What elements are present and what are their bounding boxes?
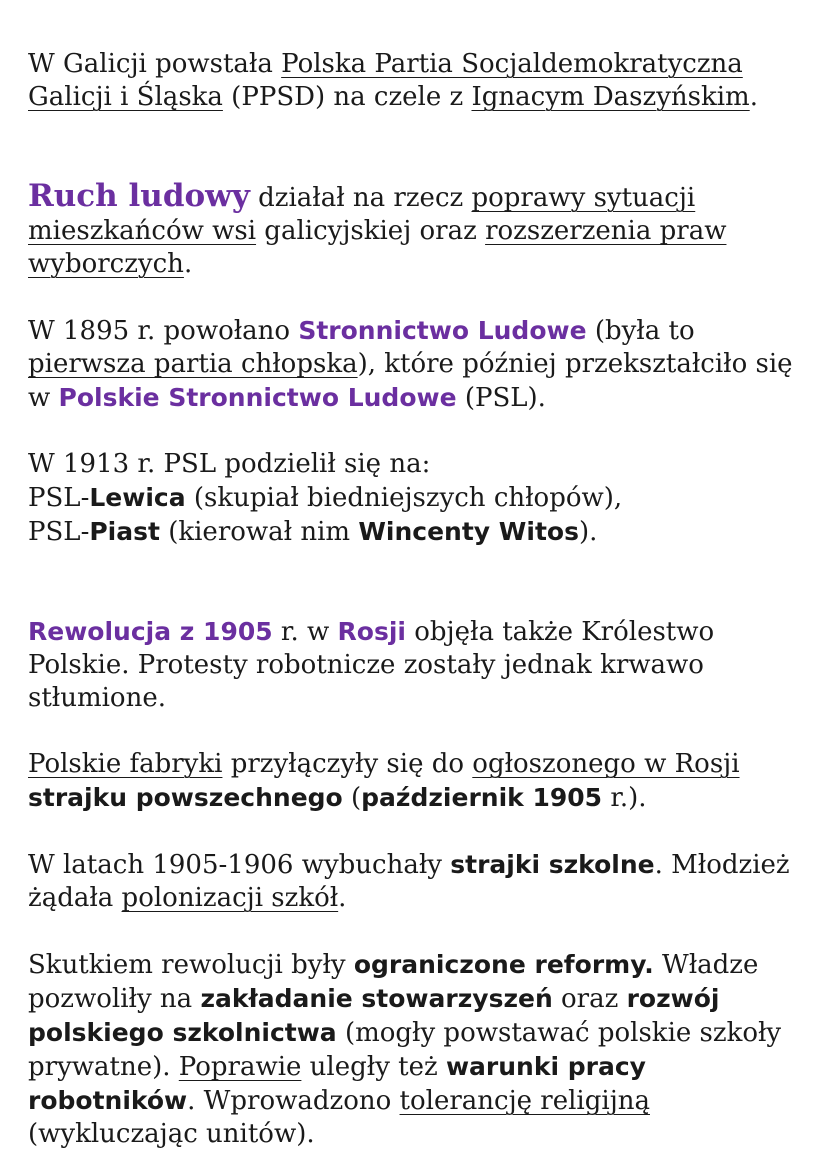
text: działał na rzecz bbox=[249, 183, 472, 213]
underlined-text: rozszerzenia praw wyborczych bbox=[28, 216, 727, 279]
underlined-text: polonizacji szkół bbox=[121, 883, 339, 913]
text: (skupiał biedniejszych chłopów), bbox=[185, 483, 623, 513]
section-heading: Ruch ludowy bbox=[28, 178, 250, 214]
highlighted-term: Polskie Stronnictwo Ludowe bbox=[58, 383, 457, 412]
text: W 1895 r. powołano bbox=[28, 316, 299, 346]
underlined-text: ogłoszonego w Rosji bbox=[472, 749, 740, 779]
bold-term: Lewica bbox=[89, 483, 186, 512]
paragraph-rewolucja bbox=[28, 615, 808, 715]
text: r. w bbox=[272, 617, 338, 647]
text: (mogły powstawać polskie szkoły prywatne). bbox=[28, 1018, 782, 1082]
text: (wykluczając unitów). bbox=[28, 1119, 315, 1149]
text: . bbox=[749, 82, 758, 112]
text: . bbox=[338, 883, 347, 913]
bold-term: warunki pracy robotników bbox=[28, 1052, 646, 1115]
paragraph-psl-split bbox=[28, 448, 808, 549]
text: PSL- bbox=[28, 517, 90, 547]
text: (była to bbox=[586, 316, 695, 346]
bold-term: strajku powszechnego bbox=[28, 783, 343, 812]
highlighted-term: Rewolucja z 1905 bbox=[28, 617, 273, 646]
text: Skutkiem rewolucji były bbox=[28, 950, 354, 980]
highlighted-term: Stronnictwo Ludowe bbox=[298, 316, 587, 345]
text: PSL- bbox=[28, 483, 90, 513]
text: objęła także Królestwo Polskie. Protesty robotnicze zostały jednak krwawo stłumione. bbox=[28, 617, 715, 713]
text: . Młodzież żądała bbox=[28, 850, 790, 913]
text: Władze pozwoliły na bbox=[28, 950, 759, 1014]
bold-term: ograniczone reformy. bbox=[353, 950, 654, 979]
text: galicyjskiej oraz bbox=[256, 216, 486, 246]
paragraph-ruch-ludowy bbox=[28, 180, 808, 281]
spacer bbox=[28, 415, 808, 448]
text: (PPSD) na czele z bbox=[222, 82, 472, 112]
highlighted-term: Rosji bbox=[337, 617, 406, 646]
underlined-text: Polskie fabryki bbox=[28, 749, 223, 779]
paragraph-strajk bbox=[28, 748, 808, 815]
text: ( bbox=[342, 783, 362, 813]
spacer bbox=[28, 549, 808, 615]
text: oraz bbox=[552, 984, 627, 1014]
bold-term: rozwój polskiego szkolnictwa bbox=[28, 984, 720, 1047]
spacer bbox=[28, 715, 808, 748]
text: uległy też bbox=[301, 1052, 446, 1082]
paragraph-skutki bbox=[28, 948, 808, 1151]
document-page bbox=[28, 48, 808, 1151]
text: W 1913 r. PSL podzielił się na: bbox=[28, 449, 431, 479]
text: . Wprowadzono bbox=[187, 1086, 400, 1116]
paragraph-stronnictwo-ludowe bbox=[28, 314, 808, 415]
text: W latach 1905-1906 wybuchały bbox=[28, 850, 451, 880]
text: r.). bbox=[602, 783, 647, 813]
text: (PSL). bbox=[456, 383, 546, 413]
bold-term: Piast bbox=[89, 517, 160, 546]
paragraph-strajki-szkolne bbox=[28, 848, 808, 915]
underlined-text: Polska Partia Socjaldemokratyczna Galicji i Śląska bbox=[28, 49, 743, 112]
text: ). bbox=[578, 517, 598, 547]
paragraph-ppsd bbox=[28, 48, 808, 114]
spacer bbox=[28, 915, 808, 948]
text: . bbox=[183, 249, 193, 279]
underlined-text: Poprawie bbox=[178, 1052, 302, 1082]
text: przyłączyły się do bbox=[222, 749, 473, 779]
text: W Galicji powstała bbox=[28, 49, 282, 79]
text: (kierował nim bbox=[159, 517, 359, 547]
underlined-text: poprawy sytuacji mieszkańców wsi bbox=[28, 183, 696, 246]
spacer bbox=[28, 815, 808, 848]
bold-term: Wincenty Witos bbox=[358, 517, 579, 546]
underlined-text: pierwsza partia chłopska bbox=[28, 349, 358, 379]
spacer bbox=[28, 114, 808, 180]
spacer bbox=[28, 281, 808, 314]
bold-term: zakładanie stowarzyszeń bbox=[200, 984, 553, 1013]
text: ), które później przekształciło się w bbox=[28, 349, 793, 413]
bold-term: strajki szkolne bbox=[450, 850, 655, 879]
underlined-text: tolerancję religijną bbox=[399, 1086, 650, 1116]
bold-term: październik 1905 bbox=[361, 783, 603, 812]
underlined-text: Ignacym Daszyńskim bbox=[471, 82, 750, 112]
